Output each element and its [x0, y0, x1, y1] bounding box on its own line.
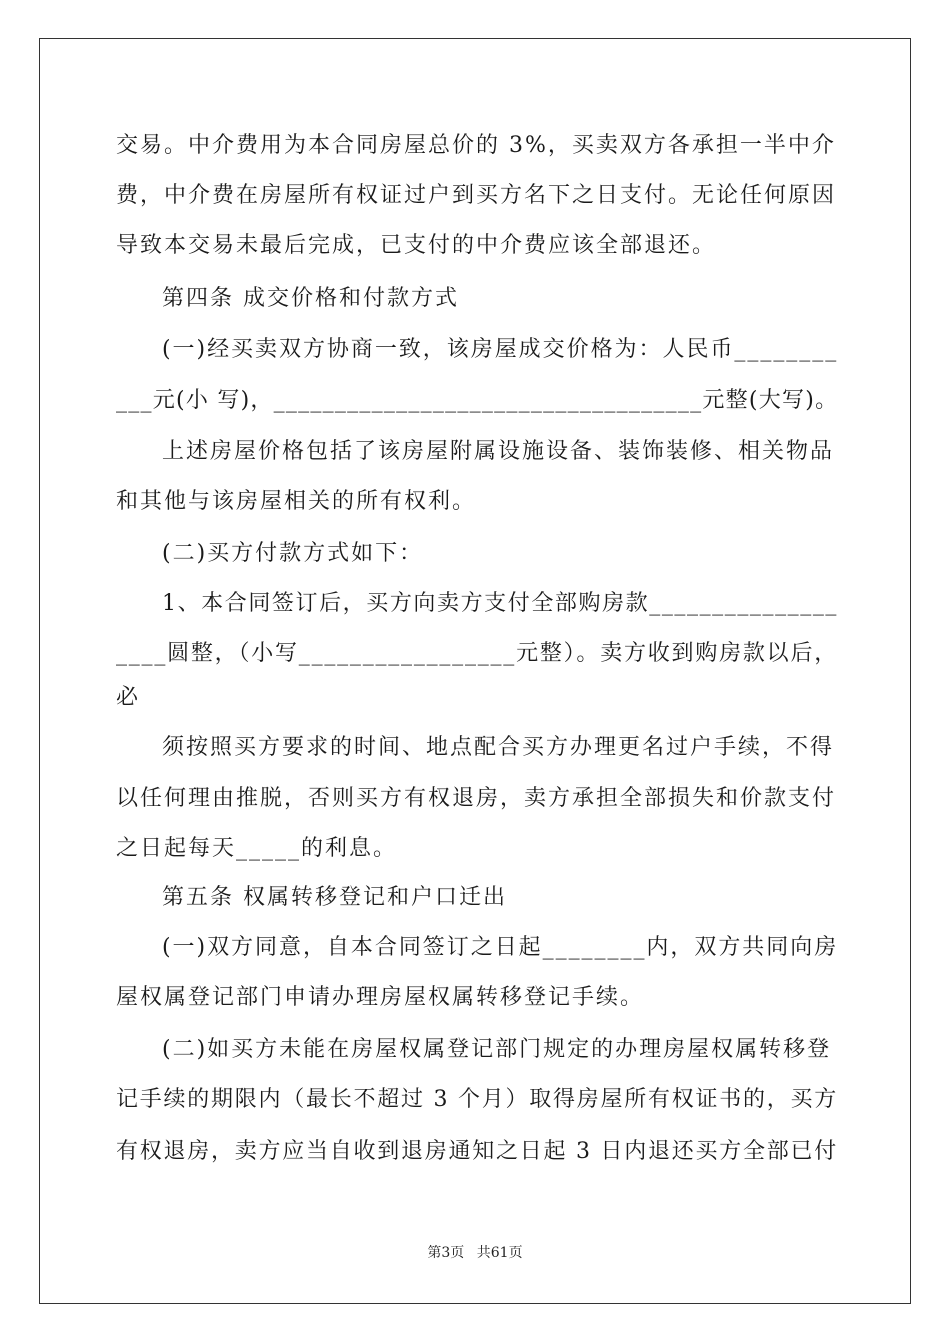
text-line: 交易。中介费用为本合同房屋总价的 3%，买卖双方各承担一半中介: [116, 133, 836, 158]
text-line: 导致本交易未最后完成，已支付的中介费应该全部退还。: [116, 233, 717, 258]
page-number: 第3页: [427, 1245, 465, 1261]
text-line: 须按照买方要求的时间、地点配合买方办理更名过户手续，不得: [162, 735, 835, 760]
text-line: (一)双方同意，自本合同签订之日起________内，双方共同向房: [162, 935, 839, 960]
text-line: 之日起每天_____的利息。: [116, 836, 398, 861]
text-line: ____圆整，（小写_________________元整）。卖方收到购房款以后，: [116, 641, 839, 666]
text-line: (一)经买卖双方协商一致，该房屋成交价格为：人民币________: [162, 337, 839, 362]
text-line: (二)如买方未能在房屋权属登记部门规定的办理房屋权属转移登: [162, 1037, 832, 1062]
section-heading: 第五条 权属转移登记和户口迁出: [162, 885, 507, 910]
text-line: (二)买方付款方式如下：: [162, 541, 424, 566]
text-line: 以任何理由推脱，否则买方有权退房，卖方承担全部损失和价款支付: [116, 786, 837, 811]
text-line: 记手续的期限内（最长不超过 3 个月）取得房屋所有权证书的，买方: [116, 1087, 838, 1112]
page-total: 共61页: [476, 1245, 523, 1261]
section-heading: 第四条 成交价格和付款方式: [162, 286, 459, 311]
text-line: 屋权属登记部门申请办理房屋权属转移登记手续。: [116, 985, 645, 1010]
text-line: 必: [116, 685, 141, 710]
text-line: 费，中介费在房屋所有权证过户到买方名下之日支付。无论任何原因: [116, 183, 837, 208]
text-line: ___元(小 写)，___________________________________元整(大写)。: [116, 388, 839, 413]
text-line: 上述房屋价格包括了该房屋附属设施设备、装饰装修、相关物品: [162, 439, 835, 464]
text-line: 和其他与该房屋相关的所有权利。: [116, 489, 477, 514]
text-line: 有权退房，卖方应当自收到退房通知之日起 3 日内退还买方全部已付: [116, 1139, 838, 1164]
text-line: 1、本合同签订后，买方向卖方支付全部购房款_______________: [162, 591, 838, 616]
page-footer: [0, 1243, 950, 1263]
